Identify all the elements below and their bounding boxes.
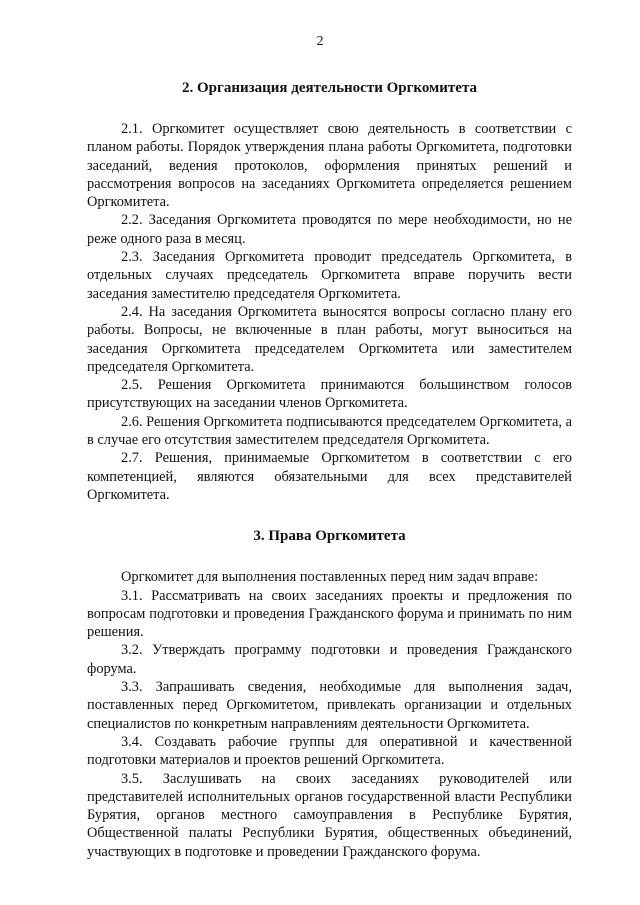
paragraph-2-6: 2.6. Решения Оргкомитета подписываются председателем Оргкомитета, а в случае его отсутствия заместителем председателя Оргкомитета. [87,413,573,449]
paragraph-2-1: 2.1. Оргкомитет осуществляет свою деятельность в соответствии с планом работы. Порядок утверждения плана работы Оргкомитета, подготовки заседаний, ведения протоколов, оформления принятых решений и рассмотрения вопросов на заседаниях Оргкомитета определяется решением Оргкомитета. [87,121,572,211]
paragraph-3-3: 3.3. Запрашивать сведения, необходимые для выполнения задач, поставленных перед Оргкомитетом, привлекать организации и отдельных специалистов по конкретным направлениям деятельности Оргкомитета. [87,679,572,732]
paragraph-2-5: 2.5. Решения Оргкомитета принимаются большинством голосов присутствующих на заседании членов Оргкомитета. [87,377,572,412]
paragraph-3-2: 3.2. Утверждать программу подготовки и проведения Гражданского форума. [87,642,572,677]
paragraph-3-4: 3.4. Создавать рабочие группы для оперативной и качественной подготовки материалов и проектов решений Оргкомитета. [87,733,572,769]
page-number: 2 [316,34,324,49]
document-body [87,78,572,861]
paragraph-3-intro: Оргкомитет для выполнения поставленных перед ним задач вправе: [121,569,539,586]
paragraph-2-4: 2.4. На заседания Оргкомитета выносятся вопросы согласно плану его работы. Вопросы, не включенные в план работы, могут выноситься на заседания Оргкомитета председателем Оргкомитета или заместителем председателя Оргкомитета. [87,303,572,375]
paragraph-3-1: 3.1. Рассматривать на своих заседаниях проекты и предложения по вопросам подготовки и проведения Гражданского форума и принимать по ним решения. [87,587,572,641]
paragraph-3-5: 3.5. Заслушивать на своих заседаниях руководителей или представителей исполнительных органов государственной власти Республики Бурятия, органов местного самоуправления в Республике Бурятия, Общественной палаты Республики Бурятия, общественных объединений, участвующих в подготовке и проведении Гражданского форума. [87,770,572,860]
paragraph-2-3: 2.3. Заседания Оргкомитета проводит председатель Оргкомитета, в отдельных случаях председатель Оргкомитета вправе поручить вести заседания заместителю председателя Оргкомитета. [87,249,572,302]
section-3-heading: 3. Права Оргкомитета [253,528,406,545]
paragraph-2-7: 2.7. Решения, принимаемые Оргкомитетом в соответствии с его компетенцией, являются обязательными для всех представителей Оргкомитета. [87,450,572,503]
paragraph-2-2: 2.2. Заседания Оргкомитета проводятся по мере необходимости, но не реже одного раза в месяц. [87,212,572,247]
section-2-heading: 2. Организация деятельности Оргкомитета [182,80,477,96]
